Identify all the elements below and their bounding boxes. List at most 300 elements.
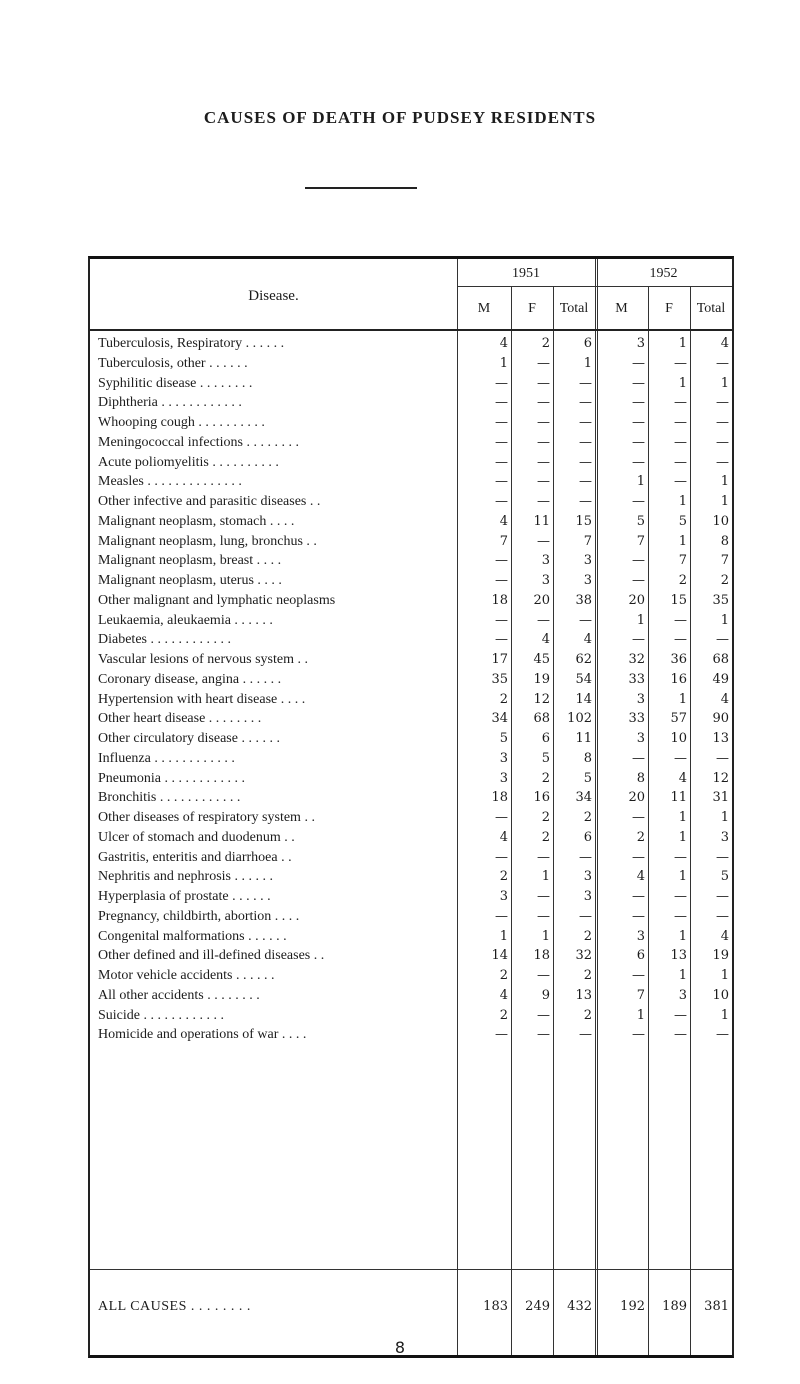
death-count: 1 xyxy=(541,869,550,885)
death-count: 17 xyxy=(491,652,508,667)
death-count: 1 xyxy=(678,928,687,944)
death-count: 3 xyxy=(583,553,592,569)
table-row xyxy=(90,532,732,552)
disease-name: Malignant neoplasm, lung, bronchus . . xyxy=(98,533,317,549)
death-count: 2 xyxy=(636,829,645,845)
death-count: 3 xyxy=(583,889,592,904)
table-row xyxy=(90,670,732,690)
disease-name: Hypertension with heart disease . . . . xyxy=(98,691,306,707)
death-count: 1 xyxy=(720,1007,729,1023)
death-count: — xyxy=(579,434,592,450)
total-label: ALL CAUSES . . . . . . . . xyxy=(98,1299,251,1314)
disease-name: Ulcer of stomach and duodenum . . xyxy=(98,829,295,845)
death-count: — xyxy=(632,889,645,904)
death-count: 2 xyxy=(541,810,550,825)
death-count: 8 xyxy=(720,533,729,549)
death-count: — xyxy=(537,889,550,904)
disease-name: Other malignant and lymphatic neoplasms xyxy=(98,592,336,608)
table-row xyxy=(90,354,732,374)
death-count: — xyxy=(674,415,687,430)
death-count: 11 xyxy=(533,513,550,529)
table-row xyxy=(90,551,732,571)
death-count: — xyxy=(579,849,592,865)
death-count: — xyxy=(495,454,508,470)
disease-name: Bronchitis . . . . . . . . . . . . xyxy=(98,790,241,806)
death-count: 3 xyxy=(583,869,592,885)
death-count: 19 xyxy=(533,671,550,687)
death-count: 11 xyxy=(575,731,592,746)
table-row xyxy=(90,1006,732,1026)
death-count: — xyxy=(632,968,645,983)
disease-name: All other accidents . . . . . . . . xyxy=(98,987,260,1003)
death-count: — xyxy=(716,395,729,411)
death-count: 4 xyxy=(678,770,687,786)
death-count: 1 xyxy=(678,336,687,351)
death-count: — xyxy=(537,375,550,391)
table-row xyxy=(90,848,732,868)
death-count: — xyxy=(537,612,550,628)
table-row xyxy=(90,729,732,749)
table-row xyxy=(90,709,732,729)
death-count: — xyxy=(674,889,687,904)
death-count: 20 xyxy=(628,592,645,608)
death-count: 68 xyxy=(533,711,550,727)
table-row xyxy=(90,630,732,650)
death-count: 4 xyxy=(499,513,508,529)
death-count: 49 xyxy=(712,671,729,687)
table-row xyxy=(90,986,732,1006)
death-count: — xyxy=(632,395,645,411)
table-row xyxy=(90,690,732,710)
death-count: 11 xyxy=(670,790,687,806)
death-count: — xyxy=(716,632,729,648)
death-count: — xyxy=(674,1007,687,1023)
death-count: — xyxy=(579,1027,592,1043)
death-count: — xyxy=(632,849,645,865)
death-count: — xyxy=(495,612,508,628)
death-count: 6 xyxy=(541,731,550,746)
death-count: 10 xyxy=(712,987,729,1003)
death-count: — xyxy=(716,454,729,470)
death-count: 3 xyxy=(678,987,687,1003)
causes-of-death-table xyxy=(88,256,734,1358)
disease-name: Syphilitic disease . . . . . . . . xyxy=(98,375,253,391)
death-count: — xyxy=(495,494,508,509)
death-count: — xyxy=(674,454,687,470)
death-count: — xyxy=(674,849,687,865)
death-count: 18 xyxy=(491,592,508,608)
death-count: 12 xyxy=(712,770,729,786)
death-count: — xyxy=(579,415,592,430)
death-count: — xyxy=(674,750,687,766)
table-row xyxy=(90,887,732,907)
subheader-f-1952: F xyxy=(665,301,673,316)
death-count: 4 xyxy=(720,336,729,351)
table-row xyxy=(90,946,732,966)
death-count: 34 xyxy=(491,711,508,727)
death-count: — xyxy=(495,395,508,411)
death-count: 2 xyxy=(499,691,508,707)
table-row xyxy=(90,907,732,927)
death-count: 2 xyxy=(499,968,508,983)
death-count: — xyxy=(632,434,645,450)
death-count: — xyxy=(537,355,550,371)
death-count: 3 xyxy=(499,750,508,766)
death-count: — xyxy=(632,908,645,924)
death-count: 2 xyxy=(541,336,550,351)
death-count: — xyxy=(495,908,508,924)
death-count: 38 xyxy=(575,592,592,608)
death-count: 7 xyxy=(499,533,508,549)
death-count: — xyxy=(537,494,550,509)
death-count: 19 xyxy=(712,948,729,964)
page-title: CAUSES OF DEATH OF PUDSEY RESIDENTS xyxy=(203,108,597,127)
death-count: 6 xyxy=(583,336,592,351)
death-count: — xyxy=(495,375,508,391)
disease-name: Malignant neoplasm, uterus . . . . xyxy=(98,573,282,588)
death-count: 18 xyxy=(491,790,508,806)
death-count: 2 xyxy=(583,1007,592,1023)
subheader-total-1952: Total xyxy=(696,301,726,316)
death-count: 6 xyxy=(636,948,645,964)
table-row xyxy=(90,374,732,394)
disease-name: Homicide and operations of war . . . . xyxy=(98,1027,307,1043)
death-count: 33 xyxy=(628,671,645,687)
death-count: 2 xyxy=(583,810,592,825)
death-count: 90 xyxy=(712,711,729,727)
death-count: 4 xyxy=(720,928,729,944)
death-count: — xyxy=(716,434,729,450)
table-row xyxy=(90,334,732,354)
death-count: — xyxy=(674,1027,687,1043)
death-count: 4 xyxy=(720,691,729,707)
death-count: — xyxy=(495,1027,508,1043)
disease-name: Vascular lesions of nervous system . . xyxy=(98,652,308,667)
death-count: 2 xyxy=(541,829,550,845)
table-row xyxy=(90,769,732,789)
death-count: 1 xyxy=(636,612,645,628)
subheader-total-1951: Total xyxy=(559,301,589,316)
death-count: — xyxy=(537,395,550,411)
table-row xyxy=(90,927,732,947)
table-row xyxy=(90,749,732,769)
death-count: 35 xyxy=(712,592,729,608)
death-count: — xyxy=(579,454,592,470)
death-count: 8 xyxy=(583,750,592,766)
death-count: 34 xyxy=(575,790,592,806)
death-count: 3 xyxy=(499,770,508,786)
death-count: — xyxy=(537,849,550,865)
death-count: 4 xyxy=(499,829,508,845)
death-count: 3 xyxy=(541,553,550,569)
subheader-m-1951: M xyxy=(477,301,491,316)
death-count: 8 xyxy=(636,770,645,786)
death-count: — xyxy=(632,1027,645,1043)
death-count: — xyxy=(537,908,550,924)
death-count: 20 xyxy=(533,592,550,608)
table-row xyxy=(90,472,732,492)
disease-name: Pregnancy, childbirth, abortion . . . . xyxy=(98,908,300,924)
disease-name: Hyperplasia of prostate . . . . . . xyxy=(98,889,271,904)
death-count: — xyxy=(495,553,508,569)
death-count: 2 xyxy=(583,928,592,944)
death-count: 1 xyxy=(678,829,687,845)
disease-name: Other diseases of respiratory system . . xyxy=(98,810,315,825)
death-count: 4 xyxy=(499,336,508,351)
subheader-f-1951: F xyxy=(528,301,536,316)
total-value: 432 xyxy=(567,1299,592,1314)
death-count: 1 xyxy=(678,533,687,549)
disease-header: Disease. xyxy=(248,288,299,304)
death-count: — xyxy=(579,395,592,411)
disease-name: Influenza . . . . . . . . . . . . xyxy=(98,750,235,766)
disease-name: Other infective and parasitic diseases . . xyxy=(98,494,321,509)
disease-name: Malignant neoplasm, breast . . . . xyxy=(98,553,282,569)
death-count: — xyxy=(632,494,645,509)
death-count: 62 xyxy=(575,652,592,667)
table-row xyxy=(90,571,732,591)
death-count: 10 xyxy=(670,731,687,746)
death-count: 1 xyxy=(678,691,687,707)
death-count: — xyxy=(716,908,729,924)
page-number: 8 xyxy=(394,1338,406,1357)
disease-name: Nephritis and nephrosis . . . . . . xyxy=(98,869,273,885)
death-count: 13 xyxy=(575,987,592,1003)
table-row xyxy=(90,611,732,631)
death-count: 15 xyxy=(575,513,592,529)
title-rule xyxy=(305,187,417,189)
death-count: — xyxy=(674,355,687,371)
death-count: — xyxy=(674,908,687,924)
death-count: — xyxy=(495,849,508,865)
death-count: 5 xyxy=(636,513,645,529)
disease-name: Whooping cough . . . . . . . . . . xyxy=(98,415,265,430)
table-row xyxy=(90,433,732,453)
subheader-m-1952: M xyxy=(615,301,628,316)
death-count: — xyxy=(537,434,550,450)
death-count: — xyxy=(579,375,592,391)
death-count: 1 xyxy=(636,474,645,490)
death-count: — xyxy=(716,750,729,766)
disease-name: Acute poliomyelitis . . . . . . . . . . xyxy=(98,454,279,470)
death-count: — xyxy=(537,1007,550,1023)
death-count: 5 xyxy=(583,770,592,786)
death-count: 7 xyxy=(583,533,592,549)
death-count: — xyxy=(716,889,729,904)
disease-name: Congenital malformations . . . . . . xyxy=(98,928,287,944)
disease-name: Suicide . . . . . . . . . . . . xyxy=(98,1007,224,1023)
death-count: 5 xyxy=(541,750,550,766)
death-count: 3 xyxy=(583,573,592,588)
death-count: 57 xyxy=(670,711,687,727)
death-count: 1 xyxy=(678,810,687,825)
table-row xyxy=(90,828,732,848)
death-count: 31 xyxy=(712,790,729,806)
death-count: 3 xyxy=(499,889,508,904)
death-count: — xyxy=(716,415,729,430)
death-count: 4 xyxy=(636,869,645,885)
death-count: 2 xyxy=(499,1007,508,1023)
death-count: — xyxy=(537,968,550,983)
table-row xyxy=(90,650,732,670)
death-count: 2 xyxy=(678,573,687,588)
death-count: 12 xyxy=(533,691,550,707)
death-count: — xyxy=(674,612,687,628)
death-count: 14 xyxy=(491,948,508,964)
death-count: — xyxy=(632,553,645,569)
death-count: — xyxy=(579,908,592,924)
disease-name: Other defined and ill-defined diseases . . xyxy=(98,948,325,964)
death-count: — xyxy=(579,494,592,509)
death-count: 16 xyxy=(533,790,550,806)
disease-name: Gastritis, enteritis and diarrhoea . . xyxy=(98,849,292,865)
total-value: 192 xyxy=(620,1299,645,1314)
death-count: 2 xyxy=(541,770,550,786)
death-count: 2 xyxy=(583,968,592,983)
table-row xyxy=(90,512,732,532)
table-row xyxy=(90,788,732,808)
table-row xyxy=(90,808,732,828)
death-count: 36 xyxy=(670,652,687,667)
death-count: 1 xyxy=(720,494,729,509)
year-header-1951: 1951 xyxy=(512,266,540,281)
death-count: 4 xyxy=(583,632,592,648)
death-count: — xyxy=(632,454,645,470)
death-count: 4 xyxy=(499,987,508,1003)
death-count: — xyxy=(579,612,592,628)
death-count: 18 xyxy=(533,948,550,964)
death-count: 13 xyxy=(670,948,687,964)
death-count: 5 xyxy=(499,731,508,746)
death-count: 54 xyxy=(575,671,592,687)
death-count: 45 xyxy=(533,652,550,667)
table-row xyxy=(90,453,732,473)
death-count: 3 xyxy=(720,829,729,845)
death-count: 5 xyxy=(678,513,687,529)
disease-name: Malignant neoplasm, stomach . . . . xyxy=(98,513,295,529)
death-count: 6 xyxy=(583,829,592,845)
death-count: — xyxy=(632,355,645,371)
death-count: 32 xyxy=(575,948,592,964)
death-count: 102 xyxy=(567,711,592,727)
death-count: 1 xyxy=(678,494,687,509)
death-count: 35 xyxy=(491,671,508,687)
disease-name: Diphtheria . . . . . . . . . . . . xyxy=(98,395,242,411)
death-count: — xyxy=(674,395,687,411)
death-count: 1 xyxy=(720,612,729,628)
death-count: 1 xyxy=(499,928,508,944)
death-count: 68 xyxy=(712,652,729,667)
table-row xyxy=(90,966,732,986)
death-count: — xyxy=(632,810,645,825)
death-count: — xyxy=(716,1027,729,1043)
death-count: 2 xyxy=(499,869,508,885)
death-count: 16 xyxy=(670,671,687,687)
disease-name: Diabetes . . . . . . . . . . . . xyxy=(98,632,231,648)
death-count: — xyxy=(495,632,508,648)
death-count: 32 xyxy=(628,652,645,667)
death-count: 1 xyxy=(678,375,687,391)
death-count: — xyxy=(632,415,645,430)
death-count: 9 xyxy=(541,987,550,1003)
death-count: 3 xyxy=(636,691,645,707)
death-count: 1 xyxy=(541,928,550,944)
disease-name: Pneumonia . . . . . . . . . . . . xyxy=(98,770,245,786)
death-count: 3 xyxy=(636,928,645,944)
death-count: — xyxy=(537,474,550,490)
death-count: — xyxy=(537,533,550,549)
death-count: 15 xyxy=(670,592,687,608)
death-count: — xyxy=(716,849,729,865)
death-count: — xyxy=(674,632,687,648)
disease-name: Measles . . . . . . . . . . . . . . xyxy=(98,474,242,490)
death-count: 1 xyxy=(720,810,729,825)
death-count: — xyxy=(537,1027,550,1043)
disease-name: Tuberculosis, Respiratory . . . . . . xyxy=(98,336,285,351)
death-count: 3 xyxy=(636,731,645,746)
total-value: 249 xyxy=(525,1299,550,1314)
year-underline xyxy=(457,286,732,287)
total-rule xyxy=(90,1269,732,1270)
death-count: — xyxy=(632,632,645,648)
disease-name: Other circulatory disease . . . . . . xyxy=(98,731,280,746)
death-count: — xyxy=(537,415,550,430)
death-count: 20 xyxy=(628,790,645,806)
death-count: 3 xyxy=(541,573,550,588)
death-count: 14 xyxy=(575,691,592,707)
death-count: — xyxy=(674,474,687,490)
table-row xyxy=(90,591,732,611)
total-value: 381 xyxy=(704,1299,729,1314)
death-count: 2 xyxy=(720,573,729,588)
disease-name: Meningococcal infections . . . . . . . . xyxy=(98,434,300,450)
header-rule xyxy=(90,329,732,331)
death-count: — xyxy=(632,375,645,391)
death-count: — xyxy=(537,454,550,470)
death-count: 4 xyxy=(541,632,550,648)
death-count: 13 xyxy=(712,731,729,746)
disease-name: Tuberculosis, other . . . . . . xyxy=(98,355,248,371)
death-count: 1 xyxy=(720,375,729,391)
death-count: — xyxy=(495,573,508,588)
death-count: — xyxy=(716,355,729,371)
table-row xyxy=(90,393,732,413)
death-count: 33 xyxy=(628,711,645,727)
death-count: 5 xyxy=(720,869,729,885)
death-count: 1 xyxy=(636,1007,645,1023)
total-value: 183 xyxy=(483,1299,508,1314)
total-row xyxy=(90,1297,732,1317)
death-count: — xyxy=(495,415,508,430)
death-count: 1 xyxy=(678,869,687,885)
death-count: — xyxy=(632,750,645,766)
death-count: 7 xyxy=(720,553,729,569)
death-count: 1 xyxy=(499,355,508,371)
death-count: 7 xyxy=(678,553,687,569)
death-count: 1 xyxy=(720,474,729,490)
death-count: 7 xyxy=(636,987,645,1003)
death-count: — xyxy=(674,434,687,450)
table-row xyxy=(90,492,732,512)
death-count: — xyxy=(495,810,508,825)
disease-name: Leukaemia, aleukaemia . . . . . . xyxy=(98,612,273,628)
disease-name: Other heart disease . . . . . . . . xyxy=(98,711,262,727)
death-count: 1 xyxy=(678,968,687,983)
death-count: — xyxy=(579,474,592,490)
death-count: — xyxy=(632,573,645,588)
table-row xyxy=(90,1025,732,1045)
death-count: 1 xyxy=(583,355,592,371)
